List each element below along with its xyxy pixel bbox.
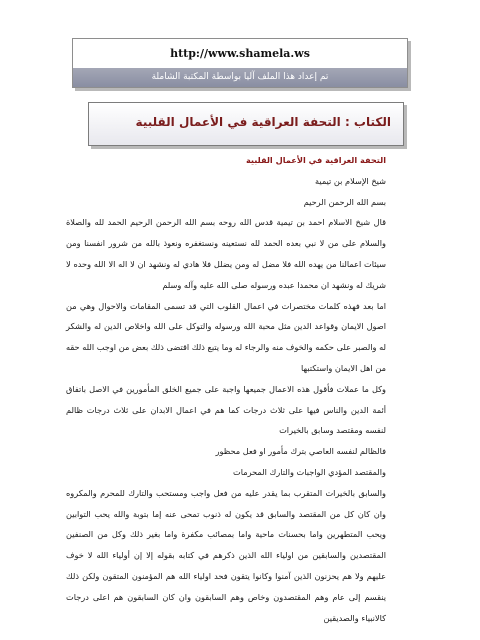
- shamela-url[interactable]: http://www.shamela.ws: [170, 47, 310, 60]
- body-paragraph: وكل ما عملات فأقول هذه الاعمال جميعها واجبة على جميع الخلق المأمورين في الاصل باتفاق أئمة الدين والناس فيها على ثلاث درجات كما هم في اعمال الابدان على ثلاث درجات ظالم لنفسه ومقتصد وسابق بالخيرات: [66, 383, 386, 436]
- document-body: [66, 150, 386, 628]
- author-line: شيخ الإسلام بن تيمية: [314, 175, 386, 186]
- body-paragraph: والمقتصد المؤدي الواجبات والتارك المحرمات: [233, 466, 386, 477]
- body-paragraph: اما بعد فهذه كلمات مختصرات في اعمال القلوب التي قد تسمى المقامات والاحوال وهي من اصول الايمان وقواعد الدين مثل محبة الله ورسوله والتوكل على الله واخلاص الدين له والشكر له والصبر على حكمه والخوف منه والرجاء له وما يتبع ذلك اقتضى ذلك بعض من اوجب الله حقه من اهل الايمان واستكتبها: [66, 300, 386, 373]
- book-title-box: [88, 102, 404, 146]
- body-paragraph: قال شيخ الاسلام احمد بن تيمية قدس الله روحه بسم الله الرحمن الرحيم الحمد لله والصلاة والسلام على من لا نبي بعده الحمد لله نستعينه ونستغفره ونعوذ بالله من شرور انفسنا ومن سيئات اعمالنا من يهده الله فلا مضل له ومن يضلل فلا هادي له ونشهد ان لا اله الا الله وحده لا شريك له ونشهد ان محمدا عبده ورسوله صلى الله عليه وآله وسلم: [66, 217, 386, 290]
- body-paragraph: والسابق بالخيرات المتقرب بما يقدر عليه من فعل واجب ومستحب والتارك للمحرم والمكروه وان كان كل من المقتصد والسابق قد يكون له ذنوب تمحى عنه إما بتوبة والله يحب التوابين ويحب المتطهرين واما بحسنات ماحية واما بمصائب مكفرة واما بغير ذلك وكل من الصنفين المقتصدين والسابقين من اولياء الله الذين ذكرهم في كتابه بقوله إلا إن أولياء الله لا خوف عليهم ولا هم يحزنون الذين آمنوا وكانوا يتقون فحد اولياء الله هم المؤمنون المتقون ولكن ذلك ينقسم إلى عام وهم المقتصدون وخاص وهم السابقون وان كان السابقون هم اعلى درجات كالانبياء والصديقين: [66, 487, 386, 623]
- body-paragraph: فالظالم لنفسه العاصي بترك مأمور او فعل محظور: [215, 446, 386, 457]
- shamela-notice: تم إعداد هذا الملف آليا بواسطة المكتبة الشاملة: [73, 68, 407, 87]
- book-title: الكتاب : التحفة العراقية في الأعمال القلبية: [135, 115, 391, 129]
- basmala-line: بسم الله الرحمن الرحيم: [303, 196, 386, 207]
- shamela-header: [72, 38, 408, 88]
- body-title-line: التحفة العراقية في الأعمال القلبية: [245, 155, 386, 165]
